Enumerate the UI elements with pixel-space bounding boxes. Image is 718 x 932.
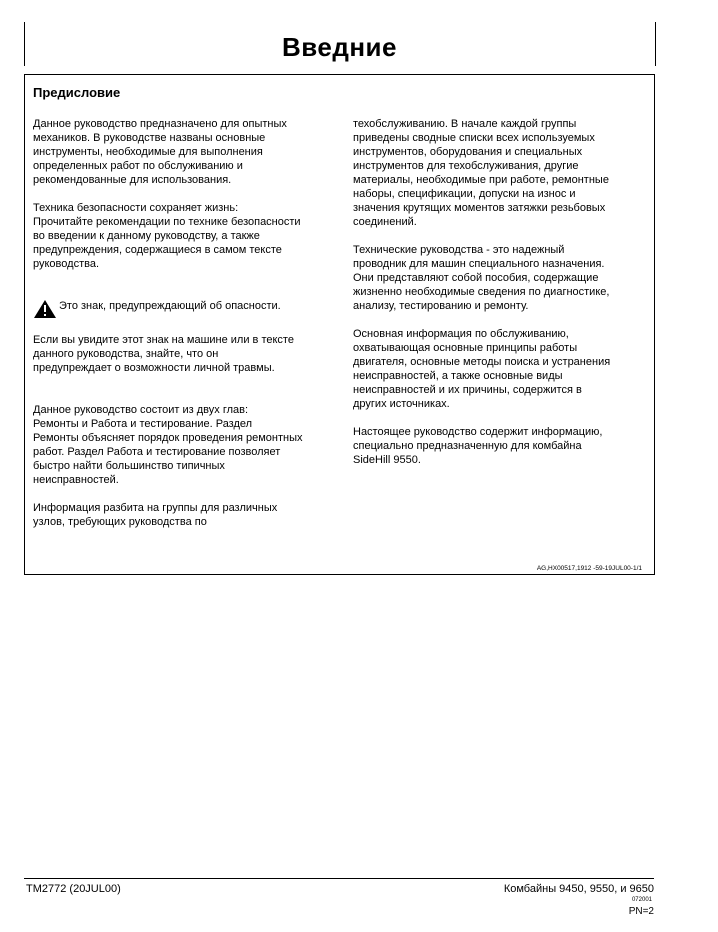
title-box <box>24 22 656 66</box>
paragraph: Технические руководства - это надежный проводник для машин специального назначения. Они представляют собой пособия, содержащие жизненно необходимые сведения по диагностике, анализу, тестированию и ремонту. <box>353 244 610 312</box>
warning-text-continued: Если вы увидите этот знак на машине или в тексте данного руководства, знайте, что он предупреждает о возможности личной травмы. <box>33 334 294 374</box>
left-column <box>33 117 333 543</box>
paragraph: Настоящее руководство содержит информацию, специально предназначенную для комбайна SideHill 9550. <box>353 426 603 466</box>
section-bottom-rule <box>24 574 654 575</box>
page-number: PN=2 <box>628 906 654 917</box>
paragraph: Основная информация по обслуживанию, охватывающая основные принципы работы двигателя, основные методы поиска и устранения неисправностей, а также основные виды неисправностей и их причины, содержится в других источниках. <box>353 328 611 410</box>
right-column <box>353 117 653 481</box>
warning-text: Это знак, предупреждающий об опасности. <box>59 300 281 312</box>
paragraph: Техника безопасности сохраняет жизнь: Прочитайте рекомендации по технике безопасности во введении к данному руководству, а также предупреждения, содержащиеся в самом тексте руководства. <box>33 202 301 270</box>
page-title: Введние <box>281 32 397 62</box>
paragraph: Данное руководство предназначено для опытных механиков. В руководстве названы основные инструменты, необходимые для выполнения определенных работ по обслуживанию и рекомендованные для использования. <box>33 118 287 186</box>
warning-triangle-icon <box>33 299 57 319</box>
paragraph: Данное руководство состоит из двух глав: Ремонты и Работа и тестирование. Раздел Ремонты объясняет порядок проведения ремонтных работ. Раздел Работа и тестирование позволяет быстро найти большинство типичных неисправностей. <box>33 404 303 486</box>
paragraph: техобслуживанию. В начале каждой группы приведены сводные списки всех используемых инструментов, оборудования и специальных инструментов для техобслуживания, другие материалы, необходимые при работе, ремонтные наборы, спецификации, допуски на износ и значения крутящих моментов затяжки резьбовых соединений. <box>353 118 609 228</box>
foreword-section <box>24 74 655 575</box>
models-label: Комбайны 9450, 9550, и 9650 <box>503 883 654 895</box>
document-id: TM2772 (20JUL00) <box>26 883 121 895</box>
footer-small-code: 072001 <box>631 897 652 903</box>
footer-rule <box>24 878 654 879</box>
section-heading: Предисловие <box>33 85 121 100</box>
paragraph: Информация разбита на группы для различных узлов, требующих руководства по <box>33 502 278 528</box>
warning-paragraph <box>33 285 333 389</box>
section-code: AG,HX00517,1912 -59-19JUL00-1/1 <box>536 565 642 572</box>
